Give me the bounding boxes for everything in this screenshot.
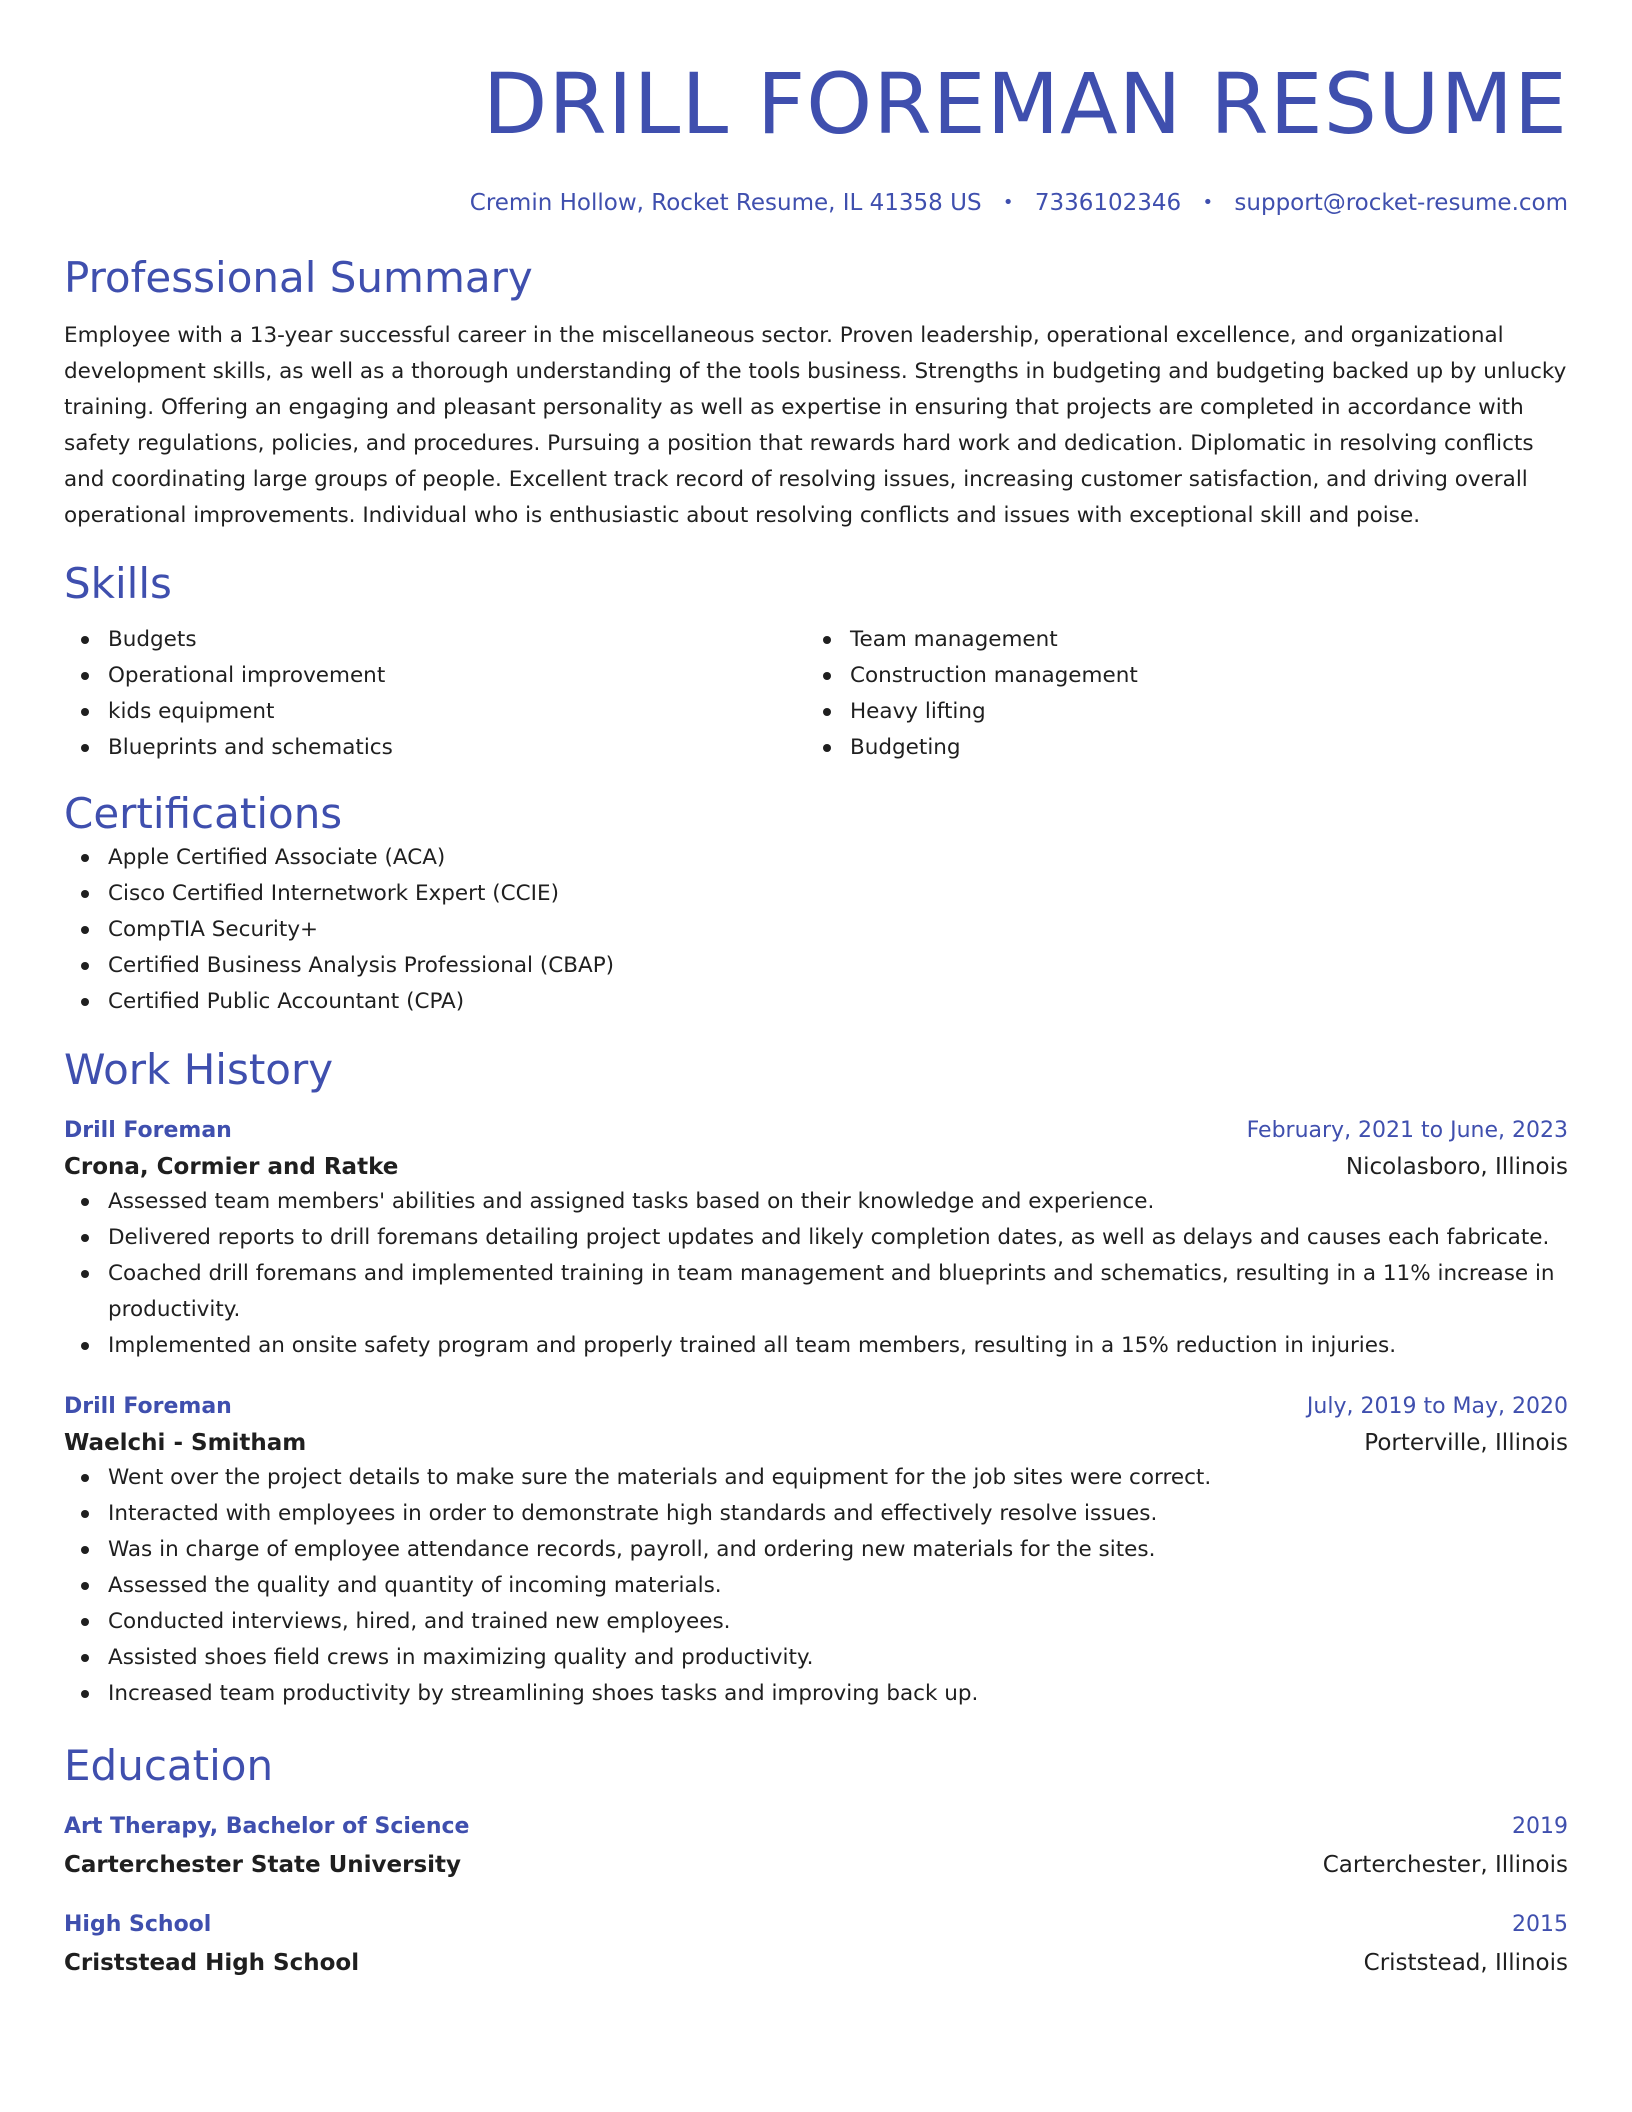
certifications-heading: Certifications xyxy=(64,789,343,838)
education-entry xyxy=(64,1910,1568,1980)
skill-item: Blueprints and schematics xyxy=(64,730,806,766)
education-school: Criststead High School xyxy=(64,1950,360,1976)
job-location: Porterville, Illinois xyxy=(1364,1430,1568,1456)
education-header xyxy=(64,1812,1568,1842)
skills-list-left xyxy=(64,622,806,766)
job-bullet: Assessed the quality and quantity of incoming materials. xyxy=(64,1568,1568,1604)
job-bullet: Coached drill foremans and implemented training in team management and blueprints and schematics, resulting in a 11% increase in productivity. xyxy=(64,1256,1568,1328)
job-subheader xyxy=(64,1150,1568,1184)
job-bullet-list xyxy=(64,1460,1568,1712)
job-header xyxy=(64,1392,1568,1422)
job-bullet-list xyxy=(64,1184,1568,1364)
skill-item: Operational improvement xyxy=(64,658,806,694)
summary-section xyxy=(64,252,1568,534)
education-section xyxy=(64,1740,1568,1980)
contact-phone: 7336102346 xyxy=(1034,190,1182,216)
certification-item: Cisco Certified Internetwork Expert (CCIE) xyxy=(64,876,1568,912)
job-header xyxy=(64,1116,1568,1146)
contact-separator: • xyxy=(1202,192,1214,213)
work-history-section xyxy=(64,1044,1568,1712)
skills-list-right xyxy=(806,622,1548,766)
skill-item: Team management xyxy=(806,622,1548,658)
education-entry xyxy=(64,1812,1568,1882)
education-location: Carterchester, Illinois xyxy=(1322,1852,1568,1878)
skill-item: Construction management xyxy=(806,658,1548,694)
job-dates: February, 2021 to June, 2023 xyxy=(1246,1118,1568,1143)
education-header xyxy=(64,1910,1568,1940)
contact-separator: • xyxy=(1002,192,1014,213)
skill-item: Heavy lifting xyxy=(806,694,1548,730)
skill-item: Budgeting xyxy=(806,730,1548,766)
education-degree: High School xyxy=(64,1912,212,1937)
resume-title: DRILL FOREMAN RESUME xyxy=(482,55,1568,153)
education-subheader xyxy=(64,1946,1568,1980)
summary-heading: Professional Summary xyxy=(64,253,533,302)
education-location: Criststead, Illinois xyxy=(1363,1950,1568,1976)
education-school: Carterchester State University xyxy=(64,1852,462,1878)
work-history-heading: Work History xyxy=(64,1045,334,1094)
job-role: Drill Foreman xyxy=(64,1118,232,1143)
education-subheader xyxy=(64,1848,1568,1882)
skill-item: Budgets xyxy=(64,622,806,658)
job-bullet: Conducted interviews, hired, and trained new employees. xyxy=(64,1604,1568,1640)
job-bullet: Went over the project details to make sure the materials and equipment for the job sites were correct. xyxy=(64,1460,1568,1496)
skill-item: kids equipment xyxy=(64,694,806,730)
job-entry xyxy=(64,1392,1568,1712)
job-bullet: Delivered reports to drill foremans detailing project updates and likely completion dates, as well as delays and causes each fabricate. xyxy=(64,1220,1568,1256)
certification-item: Apple Certified Associate (ACA) xyxy=(64,840,1568,876)
job-bullet: Implemented an onsite safety program and properly trained all team members, resulting in a 15% reduction in injuries. xyxy=(64,1328,1568,1364)
skills-columns xyxy=(64,622,1568,766)
certification-item: Certified Business Analysis Professional (CBAP) xyxy=(64,948,1568,984)
job-bullet: Assessed team members' abilities and assigned tasks based on their knowledge and experience. xyxy=(64,1184,1568,1220)
job-bullet: Assisted shoes field crews in maximizing quality and productivity. xyxy=(64,1640,1568,1676)
skills-section xyxy=(64,558,1568,766)
summary-text: Employee with a 13-year successful career in the miscellaneous sector. Proven leadership, operational excellence, and organizational development skills, as well as a thorough understanding of the tools business. Strengths in budgeting and budgeting backed up by unlucky training. Offering an engaging and pleasant personality as well as expertise in ensuring that projects are completed in accordance with safety regulations, policies, and procedures. Pursuing a position that rewards hard work and dedication. Diplomatic in resolving conflicts and coordinating large groups of people. Excellent track record of resolving issues, increasing customer satisfaction, and driving overall operational improvements. Individual who is enthusiastic about resolving conflicts and issues with exceptional skill and poise. xyxy=(64,323,1567,528)
education-heading: Education xyxy=(64,1741,274,1790)
certifications-section xyxy=(64,788,1568,1020)
education-degree: Art Therapy, Bachelor of Science xyxy=(64,1814,470,1839)
education-year: 2015 xyxy=(1512,1912,1568,1937)
job-dates: July, 2019 to May, 2020 xyxy=(1306,1394,1568,1419)
certification-item: Certified Public Accountant (CPA) xyxy=(64,984,1568,1020)
job-bullet: Increased team productivity by streamlining shoes tasks and improving back up. xyxy=(64,1676,1568,1712)
job-subheader xyxy=(64,1426,1568,1460)
skills-column-left xyxy=(64,622,806,766)
job-bullet: Was in charge of employee attendance records, payroll, and ordering new materials for the sites. xyxy=(64,1532,1568,1568)
skills-heading: Skills xyxy=(64,559,172,608)
certification-item: CompTIA Security+ xyxy=(64,912,1568,948)
job-entry xyxy=(64,1116,1568,1364)
contact-line xyxy=(64,188,1568,218)
job-role: Drill Foreman xyxy=(64,1394,232,1419)
certifications-list xyxy=(64,840,1568,1020)
education-year: 2019 xyxy=(1512,1814,1568,1839)
job-bullet: Interacted with employees in order to demonstrate high standards and effectively resolve issues. xyxy=(64,1496,1568,1532)
job-location: Nicolasboro, Illinois xyxy=(1345,1154,1568,1180)
skills-column-right xyxy=(806,622,1548,766)
contact-email: support@rocket-resume.com xyxy=(1234,190,1568,216)
contact-address: Cremin Hollow, Rocket Resume, IL 41358 US xyxy=(469,190,982,216)
job-company: Crona, Cormier and Ratke xyxy=(64,1154,399,1180)
job-company: Waelchi - Smitham xyxy=(64,1430,307,1456)
